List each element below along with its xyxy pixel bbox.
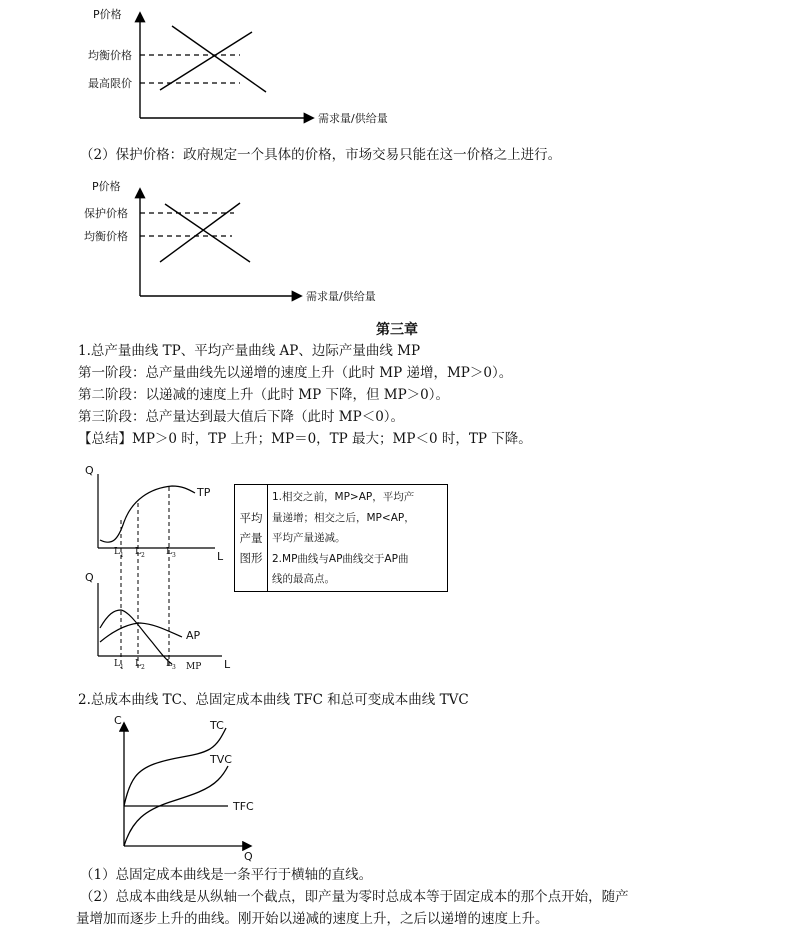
y-axis-label: P价格	[92, 180, 121, 193]
production-item-1: 1.总产量曲线 TP、平均产量曲线 AP、边际产量曲线 MP	[78, 343, 421, 359]
y-axis-label: P价格	[93, 8, 122, 21]
mp-label: MP	[186, 662, 202, 672]
cost-x-axis-label: Q	[244, 850, 253, 863]
bottom-x-axis-label: L	[224, 658, 231, 671]
tp-label: TP	[197, 486, 211, 499]
stage-3-text: 第三阶段：总产量达到最大值后下降（此时 MP＜0）。	[78, 409, 405, 425]
tc-curve	[124, 728, 226, 806]
l3-top: $L_3$	[166, 547, 176, 559]
top-y-axis-label: Q	[85, 464, 94, 477]
l3-bottom: $L_3$	[166, 659, 176, 671]
ceiling-price-label: 最高限价	[88, 77, 132, 90]
x-axis-label: 需求量/供给量	[306, 290, 376, 303]
tvc-label: TVC	[210, 753, 232, 766]
top-x-axis-label: L	[217, 550, 224, 563]
note-box-label: 平均 产量 图形	[239, 511, 263, 565]
l1-bottom: $L_1$	[114, 659, 124, 671]
protect-price-paragraph: （2）保护价格：政府规定一个具体的价格，市场交易只能在这一价格之上进行。	[80, 147, 562, 163]
cost-note-2b: 量增加而逐步上升的曲线。刚开始以递减的速度上升，之后以递增的速度上升。	[76, 911, 549, 927]
l1-top: $L_1$	[114, 547, 124, 559]
cost-y-axis-label: C	[114, 714, 122, 727]
x-axis-label: 需求量/供给量	[318, 112, 388, 125]
cost-item-2: 2.总成本曲线 TC、总固定成本曲线 TFC 和总可变成本曲线 TVC	[78, 692, 469, 708]
stage-2-text: 第二阶段：以递减的速度上升（此时 MP 下降，但 MP＞0）。	[78, 387, 450, 403]
l2-bottom: $L_2$	[135, 659, 145, 671]
stage-1-text: 第一阶段：总产量曲线先以递增的速度上升（此时 MP 递增，MP＞0）。	[78, 365, 513, 381]
summary-text: 【总结】MP＞0 时，TP 上升；MP＝0，TP 最大；MP＜0 时，TP 下降。	[78, 431, 532, 447]
tfc-label: TFC	[233, 800, 254, 813]
bottom-y-axis-label: Q	[85, 571, 94, 584]
cost-note-2a: （2）总成本曲线是从纵轴一个截点，即产量为零时总成本等于固定成本的那个点开始，随产	[80, 889, 629, 905]
equilibrium-price-label: 均衡价格	[88, 49, 132, 62]
tc-label: TC	[210, 719, 224, 732]
note-box-content: 1.相交之前，MP>AP，平均产 量递增；相交之后，MP<AP， 平均产量递减。 2.MP曲线与AP曲线交于AP曲 线的最高点。	[272, 491, 415, 585]
floor-price-label: 保护价格	[84, 207, 128, 220]
equilibrium-price-label: 均衡价格	[84, 230, 128, 243]
cost-note-1: （1）总固定成本曲线是一条平行于横轴的直线。	[80, 867, 373, 883]
chapter-title: 第三章	[376, 322, 418, 338]
ap-label: AP	[186, 629, 201, 642]
l2-top: $L_2$	[135, 547, 145, 559]
